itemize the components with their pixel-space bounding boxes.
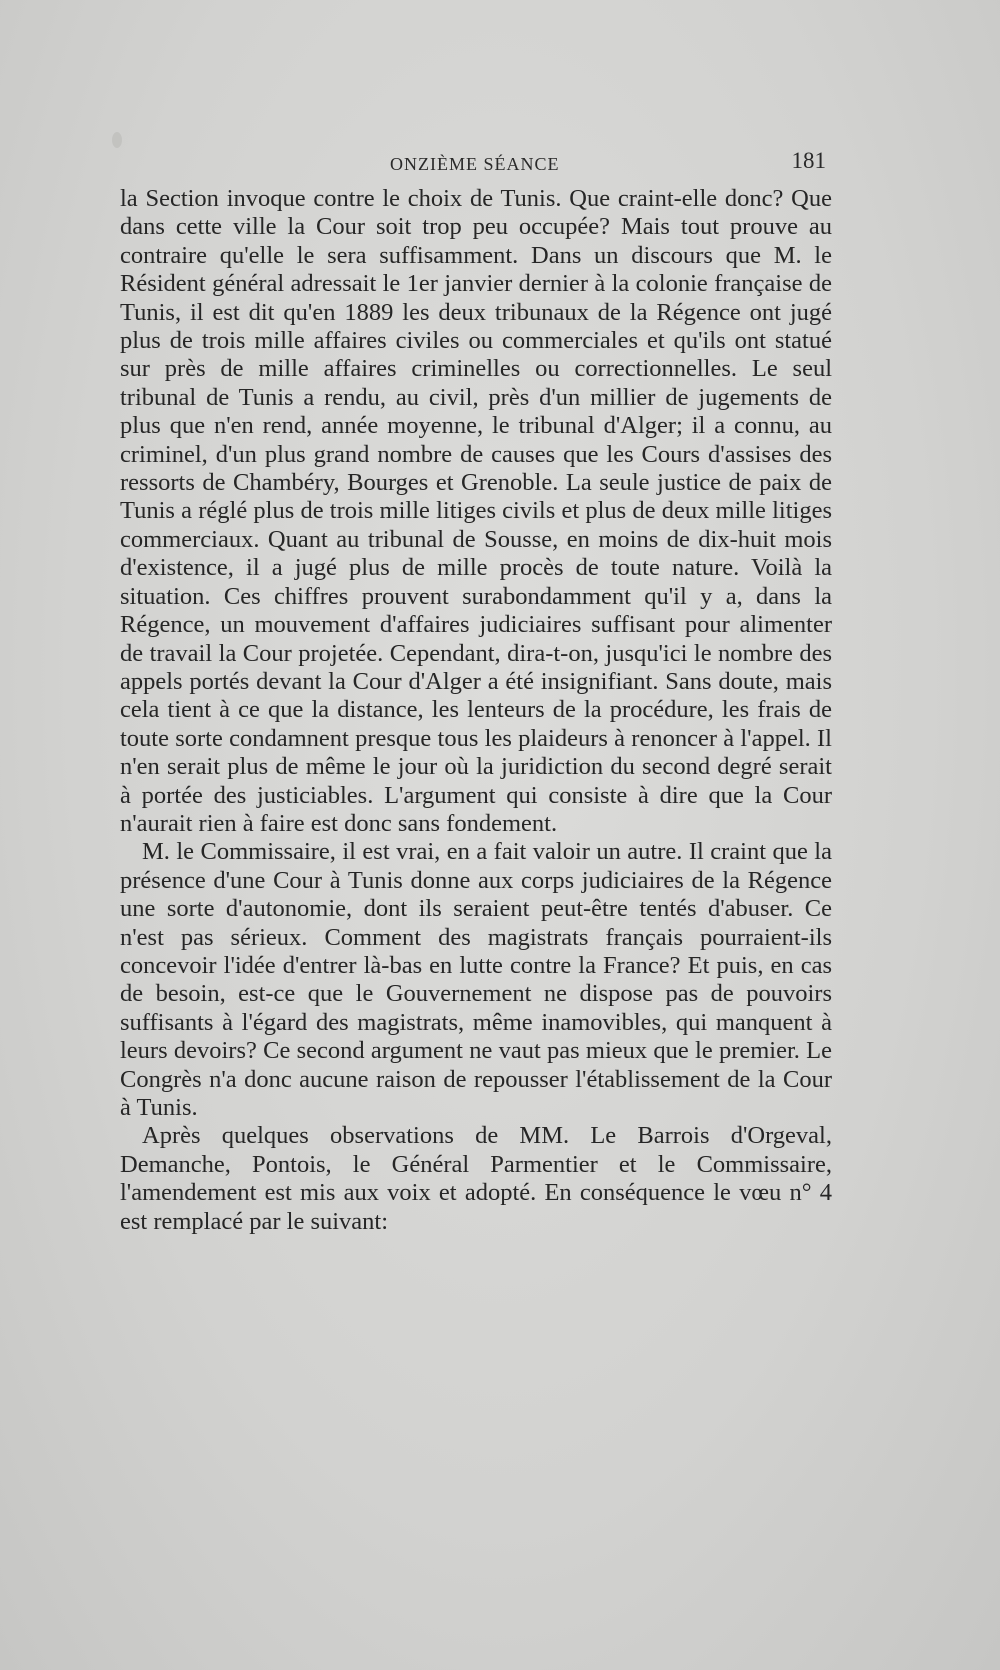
- paragraph-2: M. le Commissaire, il est vrai, en a fait valoir un autre. Il craint que la présence d'une Cour à Tunis donne aux corps judiciaires de la Régence une sorte d'autonomie, dont ils seraient peut-être tentés d'abuser. Ce n'est pas sérieux. Comment des magistrats français pourraient-ils concevoir l'idée d'entrer là-bas en lutte contre la France? Et puis, en cas de besoin, est-ce que le Gouvernement ne dispose pas de pouvoirs suffisants à l'égard des magistrats, même inamovibles, qui manquent à leurs devoirs? Ce second argument ne vaut pas mieux que le premier. Le Congrès n'a donc aucune raison de repousser l'établissement de la Cour à Tunis.: [120, 838, 832, 1121]
- paper-blemish: [112, 132, 122, 148]
- running-header: [120, 148, 830, 178]
- paragraph-1: la Section invoque contre le choix de Tunis. Que craint-elle donc? Que dans cette ville la Cour soit trop peu occupée? Mais tout prouve au contraire qu'elle le sera suffisamment. Dans un discours que M. le Résident général adressait le 1er janvier dernier à la colonie française de Tunis, il est dit qu'en 1889 les deux tribunaux de la Régence ont jugé plus de trois mille affaires civiles ou commerciales et qu'ils ont statué sur près de mille affaires criminelles ou correctionnelles. Le seul tribunal de Tunis a rendu, au civil, près d'un millier de jugements de plus que n'en rend, année moyenne, le tribunal d'Alger; il a connu, au criminel, d'un plus grand nombre de causes que les Cours d'assises des ressorts de Chambéry, Bourges et Grenoble. La seule justice de paix de Tunis a réglé plus de trois mille litiges civils et plus de deux mille litiges commerciaux. Quant au tribunal de Sousse, en moins de dix-huit mois d'existence, il a jugé plus de mille procès de toute nature. Voilà la situation. Ces chiffres prouvent surabondamment qu'il y a, dans la Régence, un mouvement d'affaires judiciaires suffisant pour alimenter de travail la Cour projetée. Cependant, dira-t-on, jusqu'ici le nombre des appels portés devant la Cour d'Alger a été insignifiant. Sans doute, mais cela tient à ce que la distance, les lenteurs de la procédure, les frais de toute sorte condamnent presque tous les plaideurs à renoncer à l'appel. Il n'en serait plus de même le jour où la juridiction du second degré serait à portée des justiciables. L'argument qui consiste à dire que la Cour n'aurait rien à faire est donc sans fondement.: [120, 185, 832, 837]
- body-text: [120, 185, 832, 1236]
- running-title: ONZIÈME SÉANCE: [390, 154, 560, 174]
- paragraph-3: Après quelques observations de MM. Le Barrois d'Orgeval, Demanche, Pontois, le Général Parmentier et le Commissaire, l'amendement est mis aux voix et adopté. En conséquence le vœu n° 4 est remplacé par le suivant:: [120, 1122, 832, 1235]
- page-number: 181: [791, 148, 826, 173]
